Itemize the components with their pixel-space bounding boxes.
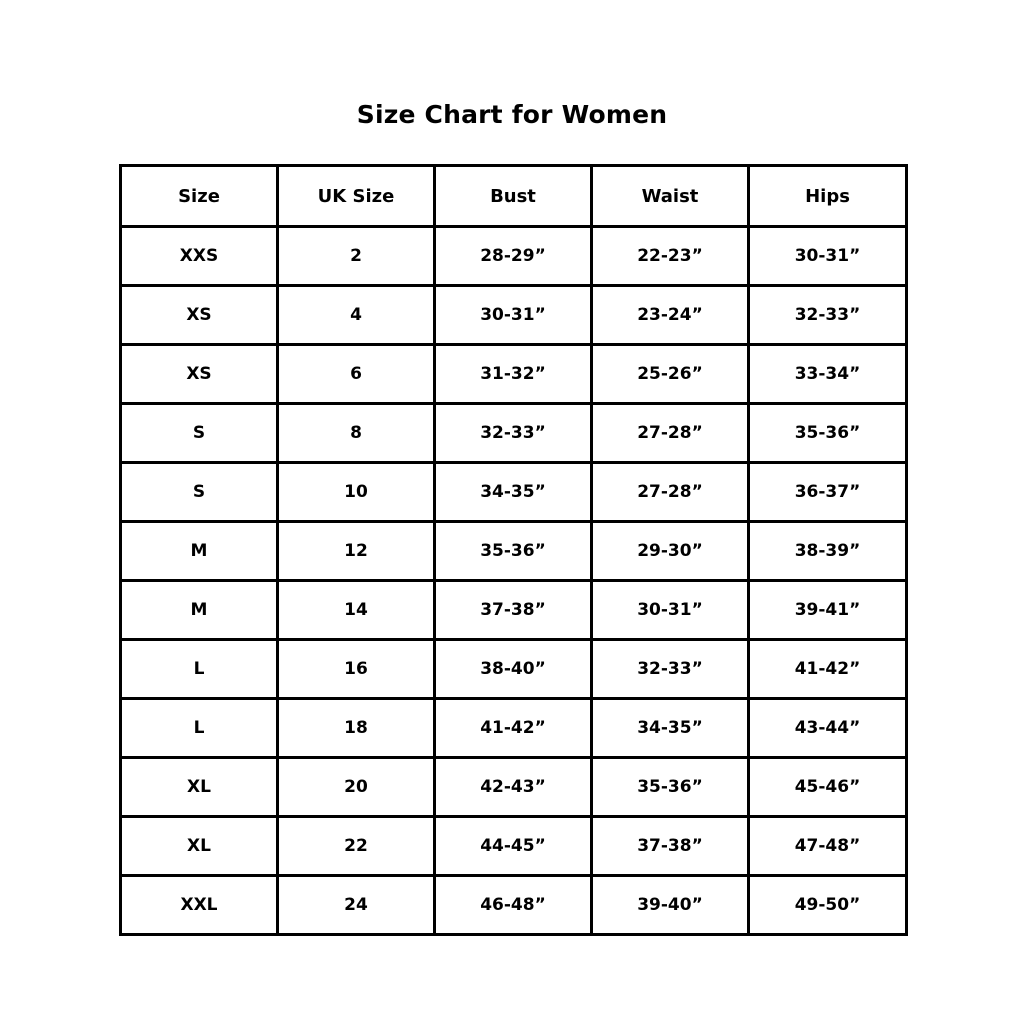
cell-waist: 25-26” bbox=[592, 345, 749, 404]
cell-waist: 32-33” bbox=[592, 640, 749, 699]
cell-hips: 49-50” bbox=[749, 876, 907, 935]
cell-bust: 28-29” bbox=[435, 227, 592, 286]
cell-bust: 34-35” bbox=[435, 463, 592, 522]
cell-hips: 38-39” bbox=[749, 522, 907, 581]
cell-uk: 8 bbox=[278, 404, 435, 463]
table-row bbox=[121, 699, 907, 758]
cell-waist: 29-30” bbox=[592, 522, 749, 581]
table-row bbox=[121, 227, 907, 286]
cell-uk: 20 bbox=[278, 758, 435, 817]
table-header bbox=[121, 166, 907, 227]
table-row bbox=[121, 286, 907, 345]
cell-bust: 46-48” bbox=[435, 876, 592, 935]
page-title: Size Chart for Women bbox=[356, 100, 668, 129]
cell-bust: 44-45” bbox=[435, 817, 592, 876]
cell-bust: 41-42” bbox=[435, 699, 592, 758]
column-header-waist: Waist bbox=[592, 166, 749, 227]
cell-waist: 34-35” bbox=[592, 699, 749, 758]
cell-bust: 38-40” bbox=[435, 640, 592, 699]
cell-size: L bbox=[121, 699, 278, 758]
cell-waist: 35-36” bbox=[592, 758, 749, 817]
cell-hips: 36-37” bbox=[749, 463, 907, 522]
table-row bbox=[121, 876, 907, 935]
cell-size: M bbox=[121, 522, 278, 581]
cell-waist: 23-24” bbox=[592, 286, 749, 345]
table-header-row bbox=[121, 166, 907, 227]
cell-size: S bbox=[121, 404, 278, 463]
cell-size: XS bbox=[121, 286, 278, 345]
column-header-size: Size bbox=[121, 166, 278, 227]
cell-size: XS bbox=[121, 345, 278, 404]
cell-hips: 41-42” bbox=[749, 640, 907, 699]
size-chart-table-container bbox=[119, 164, 905, 936]
cell-hips: 33-34” bbox=[749, 345, 907, 404]
cell-uk: 12 bbox=[278, 522, 435, 581]
cell-size: XXL bbox=[121, 876, 278, 935]
table-body bbox=[121, 227, 907, 935]
cell-uk: 24 bbox=[278, 876, 435, 935]
cell-hips: 45-46” bbox=[749, 758, 907, 817]
cell-size: XL bbox=[121, 758, 278, 817]
cell-hips: 32-33” bbox=[749, 286, 907, 345]
cell-size: XXS bbox=[121, 227, 278, 286]
cell-uk: 2 bbox=[278, 227, 435, 286]
cell-size: S bbox=[121, 463, 278, 522]
cell-waist: 37-38” bbox=[592, 817, 749, 876]
cell-uk: 18 bbox=[278, 699, 435, 758]
table-row bbox=[121, 817, 907, 876]
cell-hips: 47-48” bbox=[749, 817, 907, 876]
cell-waist: 30-31” bbox=[592, 581, 749, 640]
cell-bust: 35-36” bbox=[435, 522, 592, 581]
cell-hips: 39-41” bbox=[749, 581, 907, 640]
table-row bbox=[121, 758, 907, 817]
cell-waist: 27-28” bbox=[592, 404, 749, 463]
table-row bbox=[121, 404, 907, 463]
cell-bust: 32-33” bbox=[435, 404, 592, 463]
cell-uk: 10 bbox=[278, 463, 435, 522]
cell-uk: 6 bbox=[278, 345, 435, 404]
table-row bbox=[121, 463, 907, 522]
cell-waist: 22-23” bbox=[592, 227, 749, 286]
cell-hips: 43-44” bbox=[749, 699, 907, 758]
cell-bust: 42-43” bbox=[435, 758, 592, 817]
size-chart-table bbox=[119, 164, 908, 936]
table-row bbox=[121, 640, 907, 699]
column-header-hips: Hips bbox=[749, 166, 907, 227]
table-row bbox=[121, 581, 907, 640]
table-row bbox=[121, 345, 907, 404]
cell-size: L bbox=[121, 640, 278, 699]
column-header-bust: Bust bbox=[435, 166, 592, 227]
cell-hips: 35-36” bbox=[749, 404, 907, 463]
table-row bbox=[121, 522, 907, 581]
cell-waist: 27-28” bbox=[592, 463, 749, 522]
cell-size: XL bbox=[121, 817, 278, 876]
cell-uk: 4 bbox=[278, 286, 435, 345]
cell-bust: 37-38” bbox=[435, 581, 592, 640]
cell-bust: 30-31” bbox=[435, 286, 592, 345]
cell-size: M bbox=[121, 581, 278, 640]
cell-hips: 30-31” bbox=[749, 227, 907, 286]
cell-uk: 16 bbox=[278, 640, 435, 699]
column-header-uk-size: UK Size bbox=[278, 166, 435, 227]
cell-uk: 22 bbox=[278, 817, 435, 876]
cell-waist: 39-40” bbox=[592, 876, 749, 935]
cell-uk: 14 bbox=[278, 581, 435, 640]
cell-bust: 31-32” bbox=[435, 345, 592, 404]
